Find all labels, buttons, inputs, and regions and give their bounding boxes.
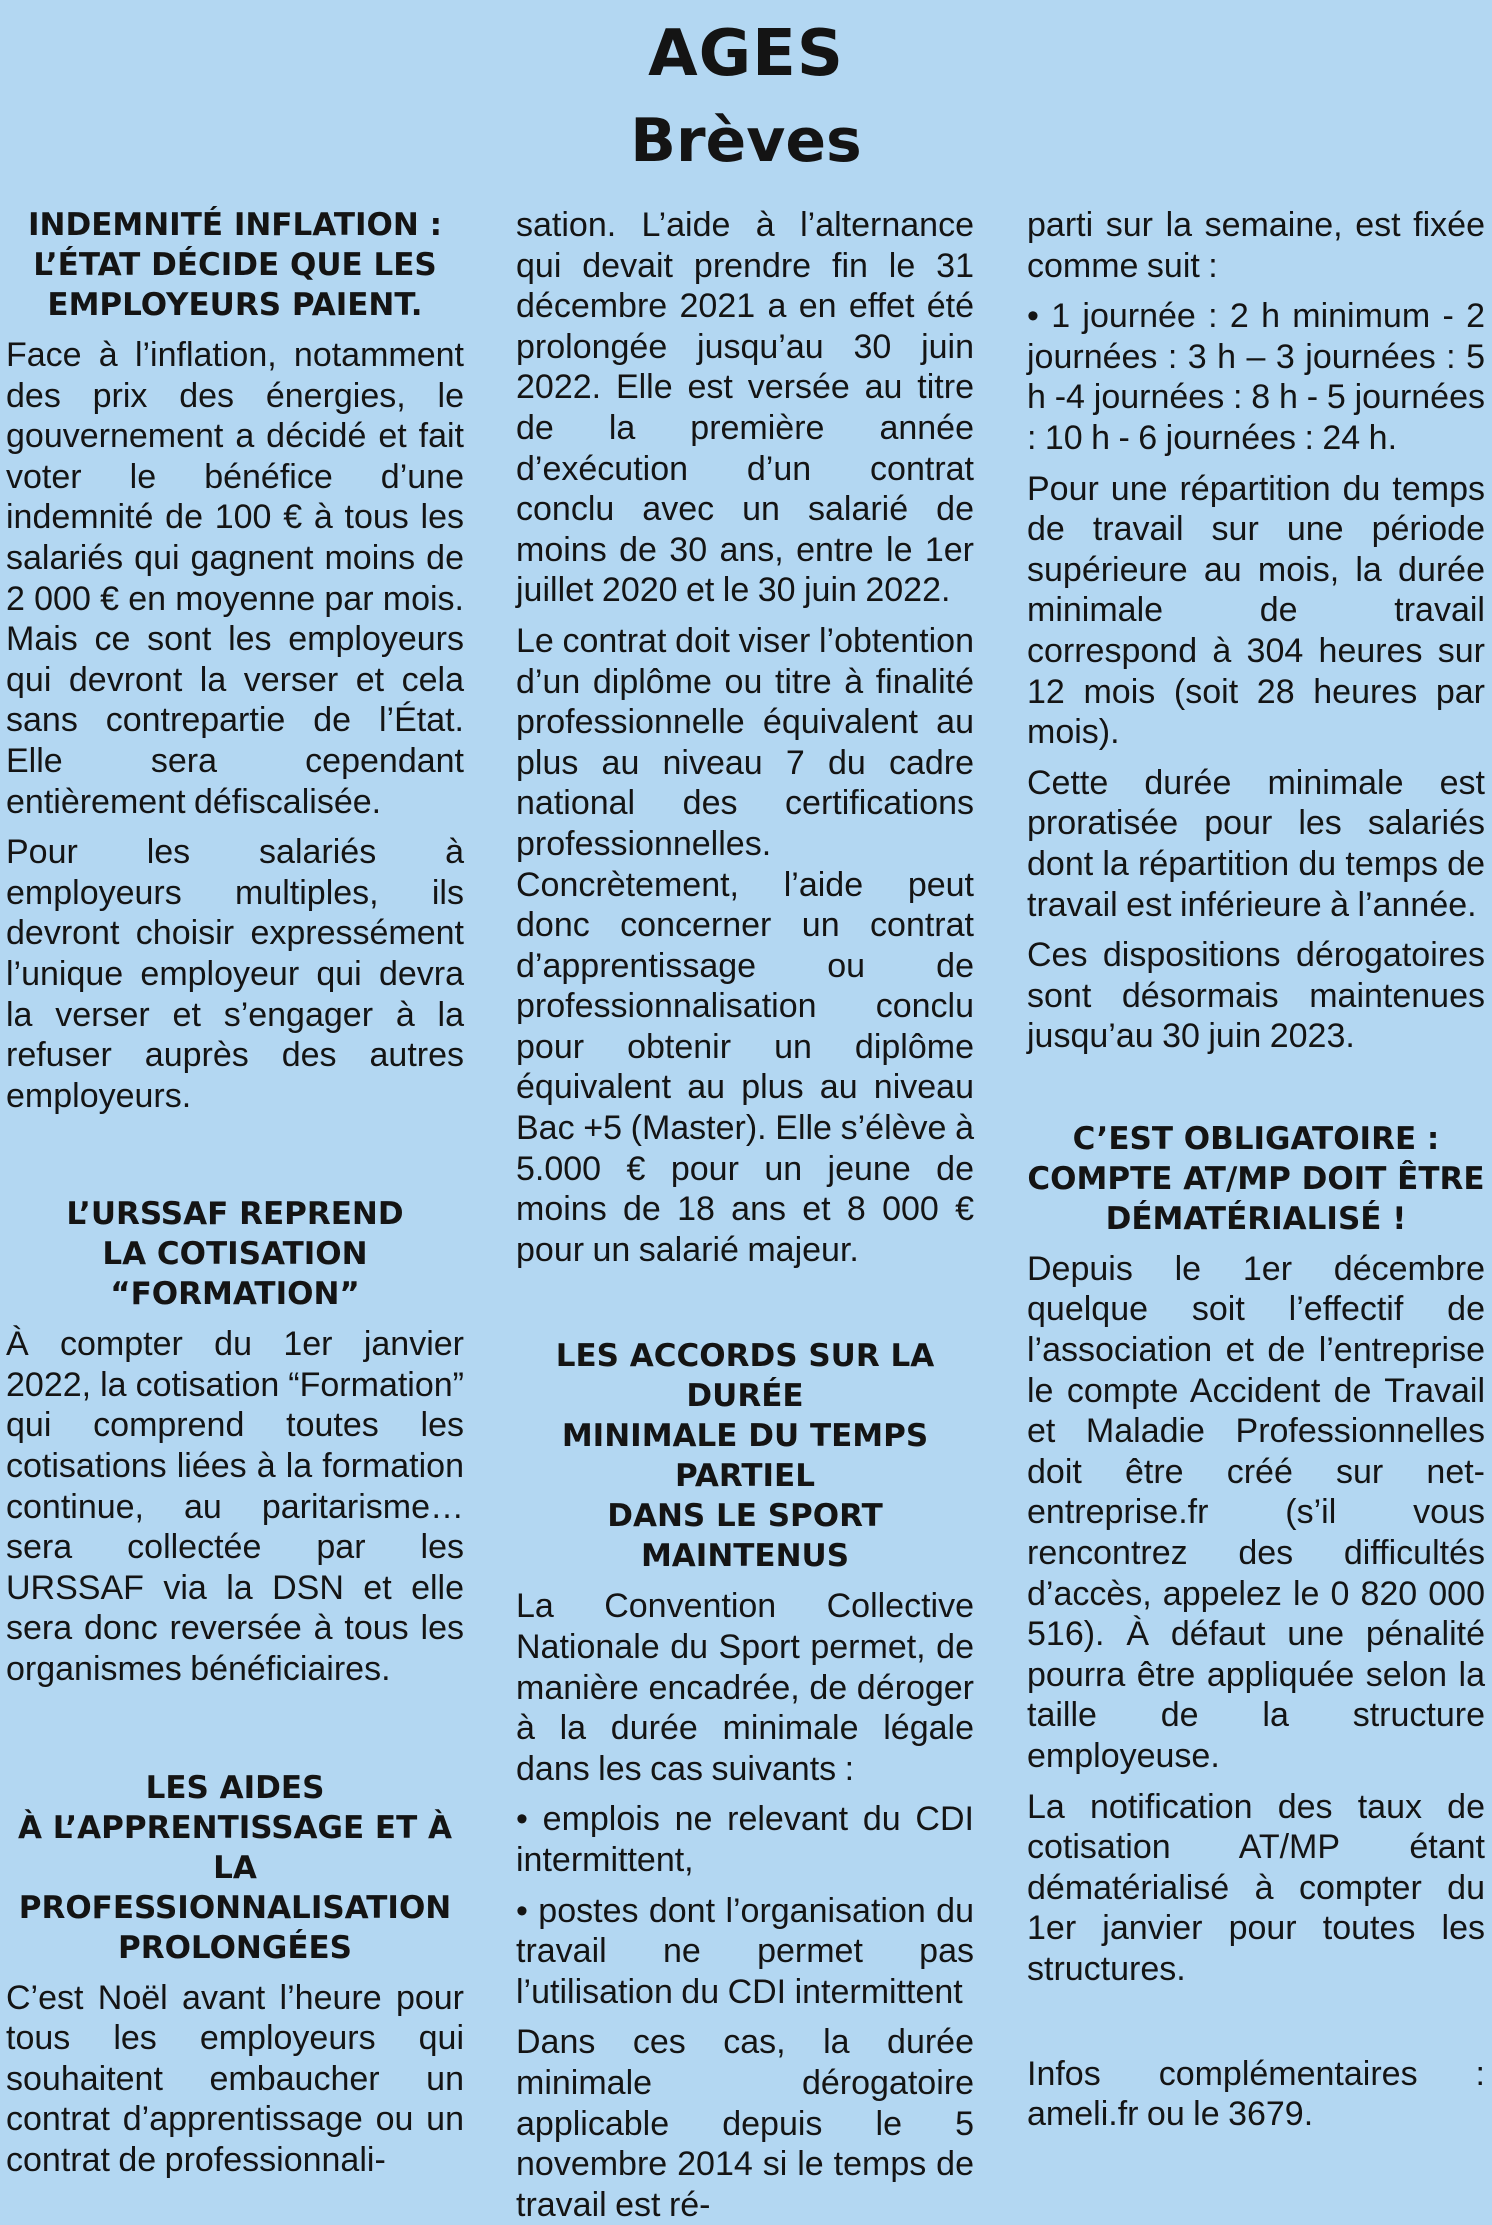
article-title-aides-apprentissage: LES AIDES À L’APPRENTISSAGE ET À LA PROFESSIONNALISATION PROLONGÉES [17, 1769, 453, 1966]
column-2 [516, 205, 974, 2225]
article-paragraph: Le contrat doit viser l’obtention d’un diplôme ou titre à finalité professionnelle équivalent au plus au niveau 7 du cadre national des certifications professionnelles. Concrètement, l’aide peut donc concerner un contrat d’apprentissage ou de professionnalisation conclu pour obtenir un diplôme équivalent au plus au niveau Bac +5 (Master). Elle s’élève à 5.000 € pour un jeune de moins de 18 ans et 8 000 € pour un salarié majeur. [516, 621, 974, 1269]
article-bullet: • emplois ne relevant du CDI intermittent, [516, 1800, 974, 1879]
article-title-urssaf: L’URSSAF REPREND LA COTISATION “FORMATION” [66, 1196, 404, 1313]
article-paragraph: À compter du 1er janvier 2022, la cotisation “Formation” qui comprend toutes les cotisations liées à la formation continue, au paritarisme… sera collectée par les URSSAF via la DSN et elle sera donc reversée à tous les organismes bénéficiaires. [6, 1325, 464, 1689]
article-title-at-mp: C’EST OBLIGATOIRE : COMPTE AT/MP DOIT ÊTRE DÉMATÉRIALISÉ ! [1027, 1120, 1485, 1237]
article-paragraph: Cette durée minimale est proratisée pour les salariés dont la répartition du temps de travail est inférieure à l’année. [1027, 763, 1485, 924]
article-title-temps-partiel: LES ACCORDS SUR LA DURÉE MINIMALE DU TEMPS PARTIEL DANS LE SPORT MAINTENUS [555, 1338, 935, 1575]
article-title-inflation: INDEMNITÉ INFLATION : L’ÉTAT DÉCIDE QUE LES EMPLOYEURS PAIENT. [28, 207, 442, 323]
article-paragraph: Ces dispositions dérogatoires sont désormais maintenues jusqu’au 30 juin 2023. [1027, 936, 1485, 1056]
column-3 [1027, 205, 1485, 2135]
page-subtitle: Brèves [630, 106, 862, 176]
article-bullet: • postes dont l’organisation du travail ne permet pas l’utilisation du CDI intermittent [516, 1891, 974, 2011]
article-paragraph: Depuis le 1er décembre quelque soit l’effectif de l’association et de l’entreprise le compte Accident de Travail et Maladie Professionnelles doit être créé sur net-entreprise.fr (s’il vous rencontrez des difficultés d’accès, appelez le 0 820 000 516). À défaut une pénalité pourra être appliquée selon la taille de la structure employeuse. [1027, 1249, 1485, 1775]
article-paragraph: La Convention Collective Nationale du Sport permet, de manière encadrée, de déroger à la durée minimale légale dans les cas suivants : [516, 1587, 974, 1788]
article-paragraph: Dans ces cas, la durée minimale dérogatoire applicable depuis le 5 novembre 2014 si le temps de travail est ré- [516, 2023, 974, 2224]
article-paragraph: Pour une répartition du temps de travail sur une période supérieure au mois, la durée minimale de travail correspond à 304 heures sur 12 mois (soit 28 heures par mois). [1027, 469, 1485, 752]
column-1 [6, 205, 464, 2181]
article-paragraph: La notification des taux de cotisation AT/MP étant dématérialisé à compter du 1er janvier pour toutes les structures. [1027, 1787, 1485, 1988]
article-paragraph: sation. L’aide à l’alternance qui devait prendre fin le 31 décembre 2021 a en effet été prolongée jusqu’au 30 juin 2022. Elle est versée au titre de la première année d’exécution d’un contrat conclu avec un salarié de moins de 30 ans, entre le 1er juillet 2020 et le 30 juin 2022. [516, 206, 974, 610]
article-bullet: • 1 journée : 2 h minimum - 2 journées : 3 h – 3 journées : 5 h -4 journées : 8 h - 5 journées : 10 h - 6 journées : 24 h. [1027, 297, 1485, 457]
page-title: AGES [648, 17, 844, 91]
article-paragraph: parti sur la semaine, est fixée comme suit : [1027, 206, 1485, 285]
article-paragraph: Face à l’inflation, notamment des prix des énergies, le gouvernement a décidé et fait voter le bénéfice d’une indemnité de 100 € à tous les salariés qui gagnent moins de 2 000 € en moyenne par mois. Mais ce sont les employeurs qui devront la verser et cela sans contrepartie de l’État. Elle sera cependant entièrement défiscalisée. [6, 336, 464, 821]
article-paragraph: Pour les salariés à employeurs multiples, ils devront choisir expressément l’unique employeur qui devra la verser et s’engager à la refuser auprès des autres employeurs. [6, 833, 464, 1115]
article-paragraph: C’est Noël avant l’heure pour tous les employeurs qui souhaitent embaucher un contrat d’apprentissage ou un contrat de professionnali- [6, 1978, 464, 2179]
masthead [0, 18, 1492, 174]
article-footer-info: Infos complémentaires : ameli.fr ou le 3679. [1027, 2054, 1485, 2134]
